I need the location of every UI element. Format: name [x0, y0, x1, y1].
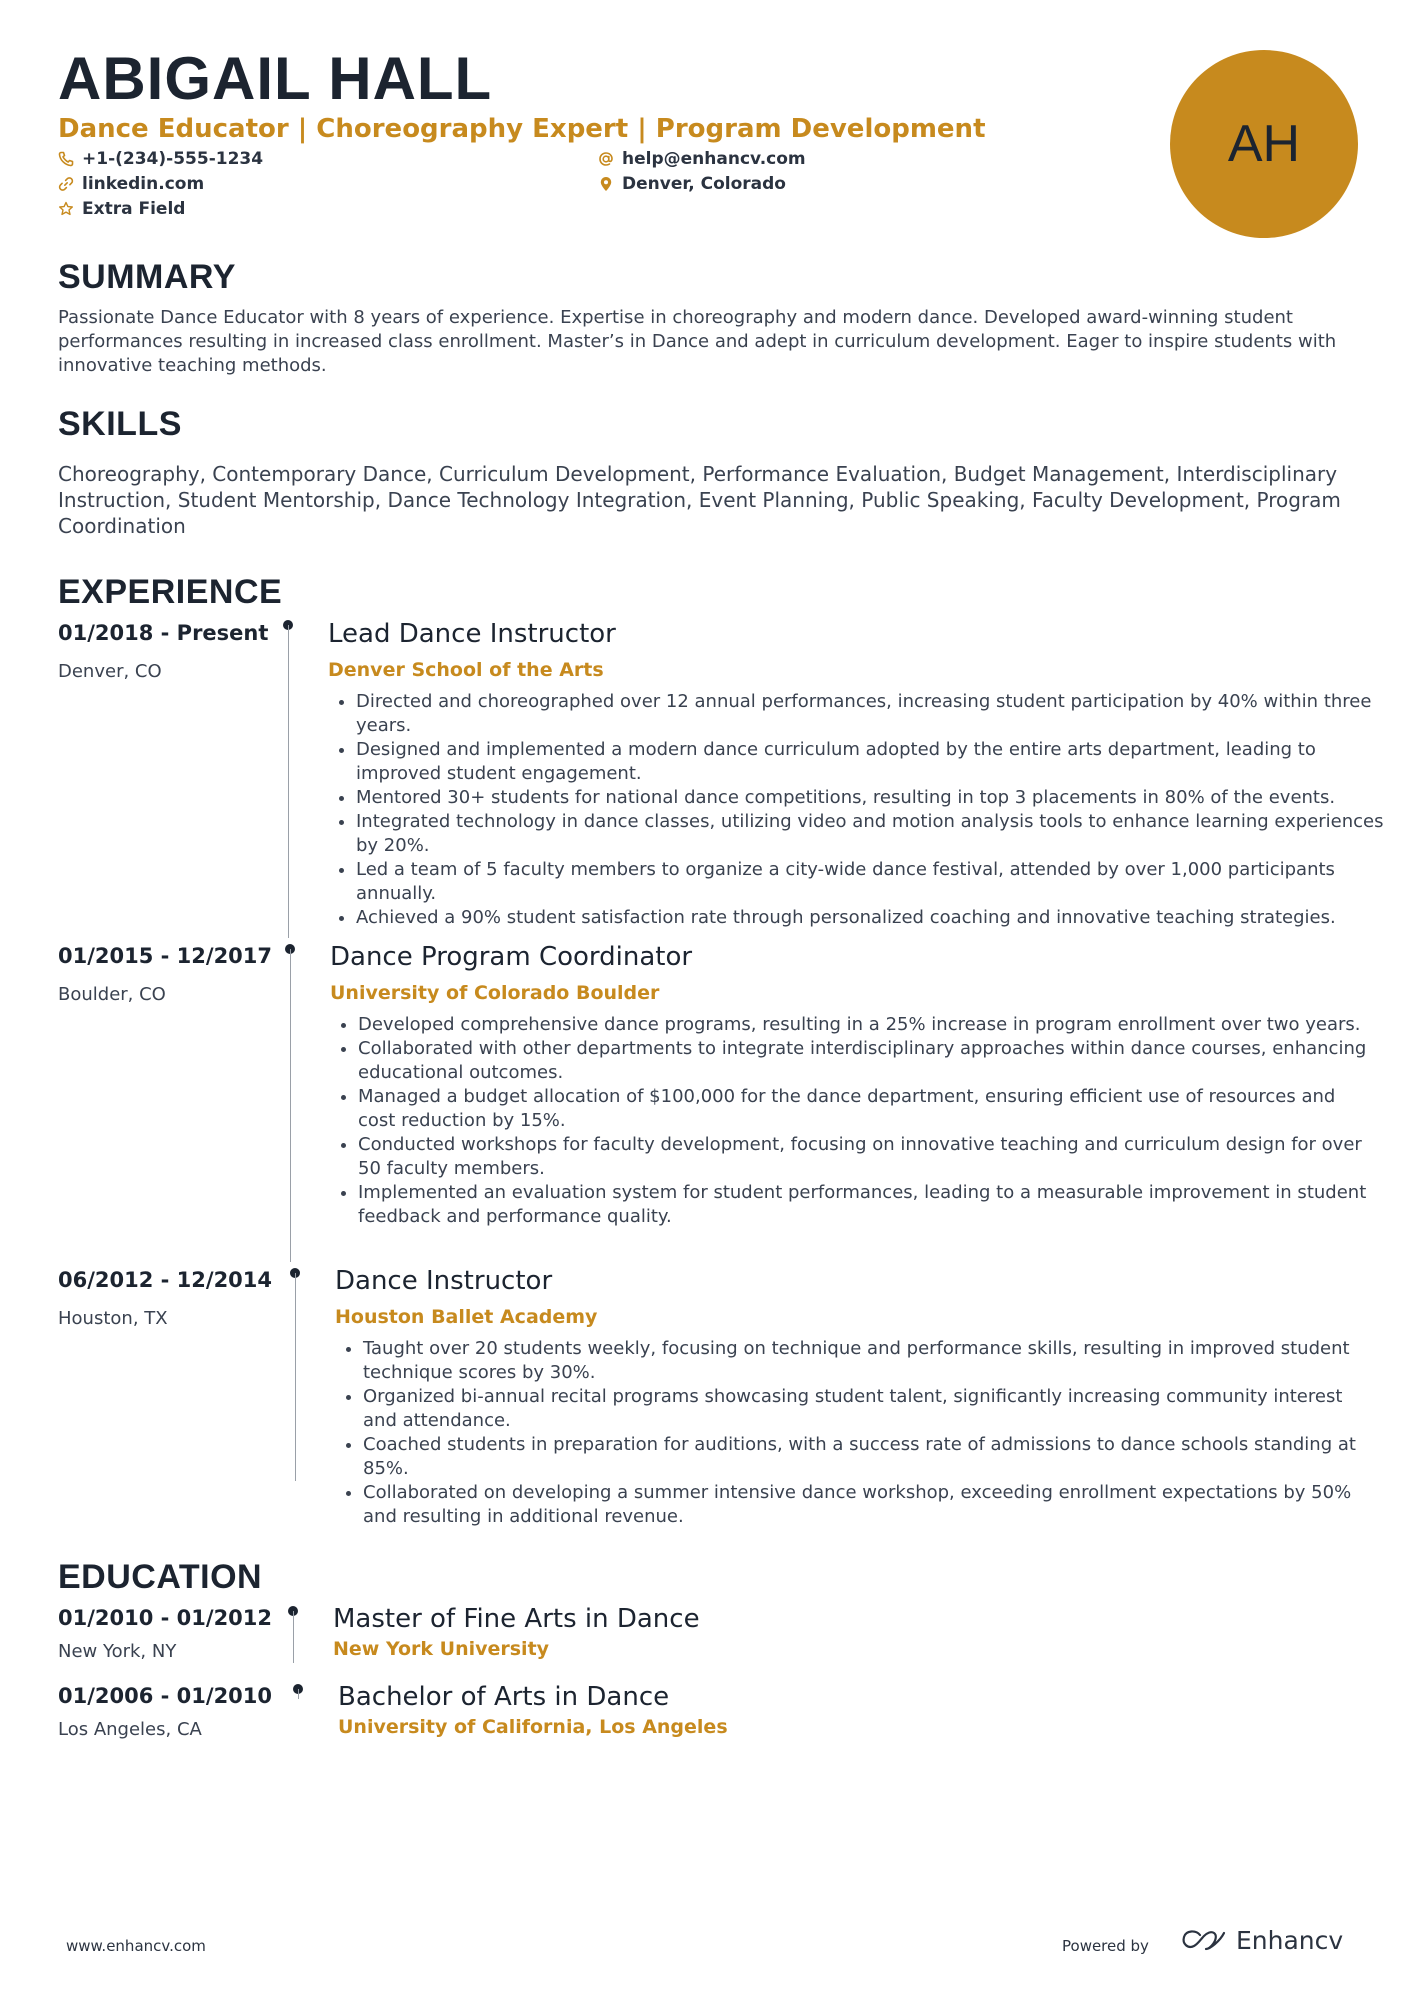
job-role: Dance Program Coordinator: [330, 942, 693, 972]
footer-brand-logo[interactable]: [1180, 1926, 1343, 1955]
contact-phone[interactable]: [58, 149, 263, 169]
skills-heading: SKILLS: [58, 405, 182, 443]
map-pin-icon: [598, 176, 614, 192]
contact-extra: [58, 199, 185, 219]
job-bullet: • Achieved a 90% student satisfaction rate through personalized coaching and innovative teaching strategies.: [356, 906, 1386, 930]
avatar: [1170, 50, 1358, 238]
job-bullet: • Directed and choreographed over 12 annual performances, increasing student participation by 40% within three years.: [356, 690, 1386, 738]
job-bullets: [330, 1013, 1378, 1229]
candidate-tagline: Dance Educator | Choreography Expert | Program Development: [58, 114, 986, 144]
job-dates: 06/2012 - 12/2014: [58, 1268, 273, 1292]
footer-brand-name: Enhancv: [1236, 1926, 1344, 1955]
job-bullet: • Collaborated on developing a summer intensive dance workshop, exceeding enrollment expectations by 50% and resulting in additional revenue.: [363, 1481, 1368, 1529]
job-bullet: • Taught over 20 students weekly, focusing on technique and performance skills, resulting in improved student technique scores by 30%.: [363, 1337, 1368, 1385]
education-dates: 01/2006 - 01/2010: [58, 1684, 273, 1708]
timeline-line: [298, 1689, 299, 1699]
avatar-initials: AH: [1227, 115, 1301, 173]
job-location: Denver, CO: [58, 661, 162, 682]
job-company: Denver School of the Arts: [328, 659, 604, 681]
candidate-name: ABIGAIL HALL: [58, 45, 493, 112]
job-bullet: • Mentored 30+ students for national dance competitions, resulting in top 3 placements in 80% of the events.: [356, 786, 1386, 810]
at-sign-icon: [598, 151, 614, 167]
job-bullet: • Implemented an evaluation system for student performances, leading to a measurable improvement in student feedback and performance quality.: [358, 1181, 1378, 1229]
job-company: Houston Ballet Academy: [335, 1306, 598, 1328]
job-bullet: • Collaborated with other departments to integrate interdisciplinary approaches within dance courses, enhancing educational outcomes.: [358, 1037, 1378, 1085]
job-bullet: • Managed a budget allocation of $100,000 for the dance department, ensuring efficient use of resources and cost reduction by 15%.: [358, 1085, 1378, 1133]
job-bullet: • Integrated technology in dance classes, utilizing video and motion analysis tools to enhance learning experiences by 20%.: [356, 810, 1386, 858]
contact-email-text: help@enhancv.com: [622, 149, 806, 169]
contact-extra-text: Extra Field: [82, 199, 186, 219]
job-bullet: • Coached students in preparation for auditions, with a success rate of admissions to dance schools standing at 85%.: [363, 1433, 1368, 1481]
footer-website-link[interactable]: www.enhancv.com: [66, 1937, 206, 1955]
contact-location: [598, 174, 786, 194]
job-role: Lead Dance Instructor: [328, 619, 616, 649]
star-icon: [58, 201, 74, 217]
education-heading: EDUCATION: [58, 1558, 263, 1596]
education-school: New York University: [333, 1638, 550, 1660]
education-school: University of California, Los Angeles: [338, 1716, 728, 1738]
job-bullet: • Led a team of 5 faculty members to organize a city-wide dance festival, attended by over 1,000 participants annually.: [356, 858, 1386, 906]
contact-linkedin[interactable]: [58, 174, 204, 194]
timeline-line: [293, 1611, 294, 1663]
enhancv-logo-icon: [1180, 1927, 1228, 1955]
job-location: Houston, TX: [58, 1308, 168, 1329]
job-location: Boulder, CO: [58, 984, 166, 1005]
contact-location-text: Denver, Colorado: [622, 174, 786, 194]
job-bullets: [328, 690, 1386, 930]
summary-heading: SUMMARY: [58, 258, 236, 296]
phone-icon: [58, 151, 74, 167]
education-location: Los Angeles, CA: [58, 1719, 202, 1740]
contact-linkedin-text: linkedin.com: [82, 174, 205, 194]
experience-heading: EXPERIENCE: [58, 573, 283, 611]
education-dates: 01/2010 - 01/2012: [58, 1606, 273, 1630]
timeline-line: [288, 625, 289, 938]
job-bullets: [335, 1337, 1368, 1529]
job-bullet: • Conducted workshops for faculty development, focusing on innovative teaching and curriculum design for over 50 faculty members.: [358, 1133, 1378, 1181]
job-company: University of Colorado Boulder: [330, 982, 660, 1004]
link-icon: [58, 176, 74, 192]
job-dates: 01/2018 - Present: [58, 621, 269, 645]
summary-text: Passionate Dance Educator with 8 years of experience. Expertise in choreography and modern dance. Developed award-winning student performances resulting in increased class enrollment. Master’s in Dance and adept in curriculum development. Eager to inspire students with innovative teaching methods.: [58, 307, 1337, 376]
education-degree: Bachelor of Arts in Dance: [338, 1682, 670, 1712]
job-dates: 01/2015 - 12/2017: [58, 944, 273, 968]
job-bullet: • Developed comprehensive dance programs, resulting in a 25% increase in program enrollment over two years.: [358, 1013, 1378, 1037]
job-role: Dance Instructor: [335, 1266, 553, 1296]
contact-email[interactable]: [598, 149, 806, 169]
timeline-line: [295, 1273, 296, 1481]
job-bullet: • Designed and implemented a modern dance curriculum adopted by the entire arts department, leading to improved student engagement.: [356, 738, 1386, 786]
education-degree: Master of Fine Arts in Dance: [333, 1604, 700, 1634]
footer-powered-by: Powered by: [1062, 1937, 1149, 1955]
education-location: New York, NY: [58, 1641, 177, 1662]
contact-phone-text: +1-(234)-555-1234: [82, 149, 264, 169]
job-bullet: • Organized bi-annual recital programs showcasing student talent, significantly increasing community interest and attendance.: [363, 1385, 1368, 1433]
timeline-line: [290, 949, 291, 1262]
skills-text: Choreography, Contemporary Dance, Curriculum Development, Performance Evaluation, Budget Management, Interdisciplinary Instruction, Student Mentorship, Dance Technology Integration, Event Planning, Public Speaking, Faculty Development, Program Coordination: [58, 462, 1341, 538]
